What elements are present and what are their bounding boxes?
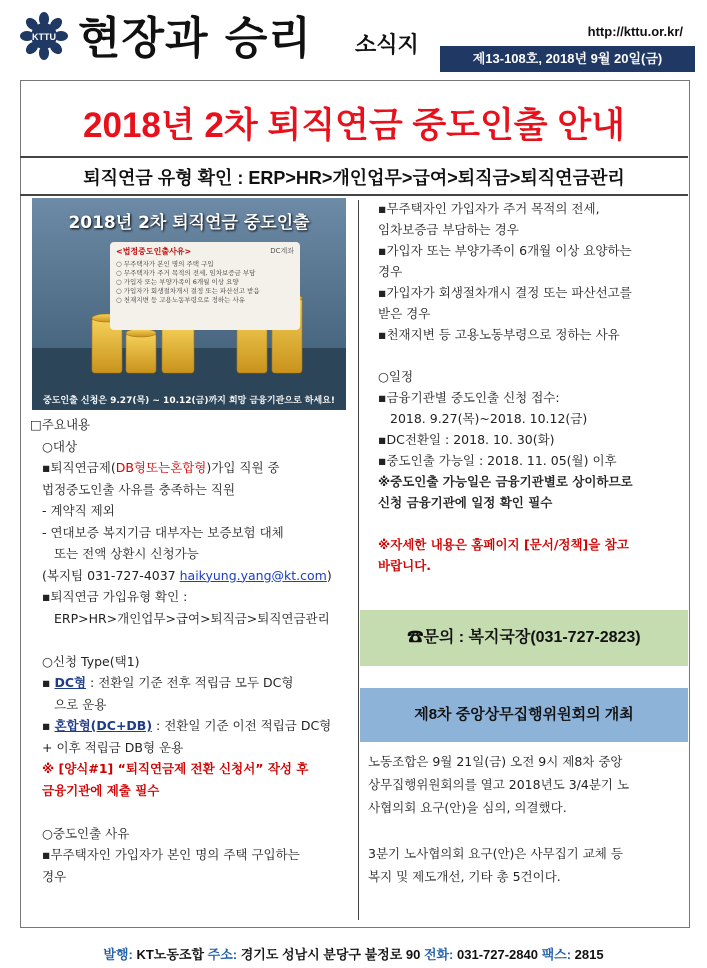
- banner-reason-card: [110, 242, 300, 330]
- target-line: ERP>HR>개인업무>급여>퇴직금>퇴직연금관리: [54, 610, 330, 626]
- schedule-line: ▪중도인출 가능일 : 2018. 11. 05(월) 이후: [378, 453, 617, 468]
- target-line: (복지팀 031-727-4037 haikyung.yang@kt.com): [42, 567, 332, 583]
- banner-card-title: <법정중도인출사유>: [116, 247, 192, 256]
- notice-title: 제8차 중앙상무집행위원회의 개최: [360, 688, 688, 742]
- schedule-warning: ※중도인출 가능일은 금융기관별로 상이하므로: [378, 474, 633, 489]
- article-title: 2018년 2차 퇴직연금 중도인출 안내: [83, 106, 625, 145]
- banner-title: 2018년 2차 퇴직연금 중도인출: [68, 213, 310, 233]
- schedule-heading: ○일정: [378, 369, 414, 384]
- homepage-note: ※자세한 내용은 홈페이지 [문서/정책]을 참고: [378, 537, 629, 552]
- banner-card-item: ○ 천재지변 등 고용노동부령으로 정하는 사유: [116, 296, 246, 304]
- divider: [20, 194, 688, 196]
- type-heading: ○신청 Type(택1): [42, 653, 140, 669]
- dc-type-label: DC형: [54, 675, 87, 690]
- notice-body: [368, 750, 684, 888]
- pension-type-highlight: DB형또는혼합형: [115, 460, 207, 475]
- mixed-type-label: 혼합형(DC+DB): [54, 718, 153, 733]
- website-link[interactable]: http://kttu.or.kr/: [587, 24, 683, 39]
- target-heading: ○대상: [42, 438, 78, 454]
- newsletter-subtitle: 소식지: [355, 33, 419, 58]
- left-column: [30, 414, 356, 887]
- footer-value: 경기도 성남시 분당구 불정로 90: [237, 947, 424, 962]
- masthead: [0, 0, 707, 80]
- pension-banner-image: [32, 198, 346, 410]
- notice-line: 3분기 노사협의회 요구(안)은 사무집기 교체 등: [368, 846, 623, 861]
- banner-card-item: ○ 가입자가 회생절차개시 결정 또는 파산선고 받음: [116, 287, 260, 295]
- footer-value: KT노동조합: [132, 947, 208, 962]
- banner-card-item: ○ 무주택자가 본인 명의 주택 구입: [116, 260, 214, 268]
- reason-line: 임차보증금 부담하는 경우: [378, 222, 519, 237]
- footer-value: 2815: [571, 947, 604, 962]
- type-line: 으로 운용: [54, 696, 107, 712]
- issue-number: 제13-108호, 2018년 9월 20일(금): [440, 46, 695, 72]
- notice-line: 상무집행위원회의를 열고 2018년도 3/4분기 노: [368, 777, 630, 792]
- reason-line: ▪가입자 또는 부양가족이 6개월 이상 요양하는: [378, 243, 632, 258]
- target-line: ▪퇴직연금제(DB형또는혼합형)가입 직원 중: [42, 460, 280, 475]
- target-line: - 연대보증 복지기금 대부자는 보증보험 대체: [42, 524, 284, 540]
- notice-line: 복지 및 제도개선, 기타 총 5건이다.: [368, 869, 561, 884]
- schedule-line: 2018. 9.27(목)~2018. 10.12(금): [390, 411, 588, 426]
- publisher-footer: [0, 944, 707, 963]
- banner-card-tag: DC계좌: [270, 247, 294, 255]
- reason-line: ▪가입자가 회생절차개시 결정 또는 파산선고를: [378, 285, 632, 300]
- reason-line: ▪천재지변 등 고용노동부령으로 정하는 사유: [378, 327, 620, 342]
- svg-text:KTTU: KTTU: [32, 32, 56, 42]
- target-line: 또는 전액 상환시 신청가능: [54, 546, 199, 561]
- footer-label: 주소:: [207, 947, 238, 962]
- footer-label: 팩스:: [541, 947, 572, 962]
- schedule-line: ▪금융기관별 중도인출 신청 접수:: [378, 390, 560, 405]
- banner-card-item: ○ 무주택자가 주거 목적의 전세, 임차보증금 부담: [116, 269, 256, 277]
- footer-value: 031-727-2840: [453, 947, 542, 962]
- reason-line: ▪무주택자인 가입자가 주거 목적의 전세,: [378, 201, 600, 216]
- banner-card-item: ○ 가입자 또는 부양가족이 6개월 이상 요양: [116, 278, 239, 286]
- type-warning: 금융기관에 제출 필수: [42, 782, 160, 798]
- right-column: [378, 198, 684, 576]
- masthead-info: [440, 20, 695, 72]
- target-line: - 계약직 제외: [42, 503, 115, 518]
- section-heading: □주요내용: [30, 417, 91, 432]
- footer-label: 전화:: [423, 947, 454, 962]
- footer-label: 발행:: [103, 947, 133, 962]
- reason-heading: ○중도인출 사유: [42, 825, 130, 841]
- schedule-line: ▪DC전환일 : 2018. 10. 30(화): [378, 432, 555, 447]
- reason-line: 받은 경우: [378, 306, 431, 321]
- email-link[interactable]: haikyung.yang@kt.com: [179, 567, 327, 583]
- notice-line: 노동조합은 9월 21일(금) 오전 9시 제8차 중앙: [368, 754, 623, 769]
- reason-line: 경우: [42, 868, 67, 884]
- column-divider: [358, 200, 359, 920]
- homepage-note: 바랍니다.: [378, 558, 432, 573]
- type-warning: ※ [양식#1] “퇴직연금제 전환 신청서” 작성 후: [42, 761, 309, 776]
- schedule-warning: 신청 금융기관에 일정 확인 필수: [378, 495, 553, 510]
- type-line: ▪ 혼합형(DC+DB) : 전환일 기준 이전 적립금 DC형: [42, 718, 332, 733]
- reason-line: 경우: [378, 264, 403, 279]
- target-line: 법정중도인출 사유를 충족하는 직원: [42, 481, 236, 497]
- divider: [20, 156, 688, 158]
- type-line: ▪ DC형 : 전환일 기준 전후 적립금 모두 DC형: [42, 675, 294, 690]
- banner-footer: 중도인출 신청은 9.27(목) ~ 10.12(금)까지 희망 금융기관으로 하세요!: [43, 396, 335, 406]
- newsletter-brand: 현장과 승리: [78, 13, 312, 64]
- contact-box: ☎문의 : 복지국장(031-727-2823): [360, 610, 688, 666]
- reason-line: ▪무주택자인 가입자가 본인 명의 주택 구입하는: [42, 847, 300, 862]
- notice-line: 사협의회 요구(안)을 심의, 의결했다.: [368, 800, 567, 815]
- type-line: + 이후 적립금 DB형 운용: [42, 739, 184, 755]
- target-line: ▪퇴직연금 가입유형 확인 :: [42, 589, 188, 604]
- kttu-logo: [20, 12, 68, 60]
- article-subtitle: 퇴직연금 유형 확인 : ERP>HR>개인업무>급여>퇴직금>퇴직연금관리: [83, 168, 625, 188]
